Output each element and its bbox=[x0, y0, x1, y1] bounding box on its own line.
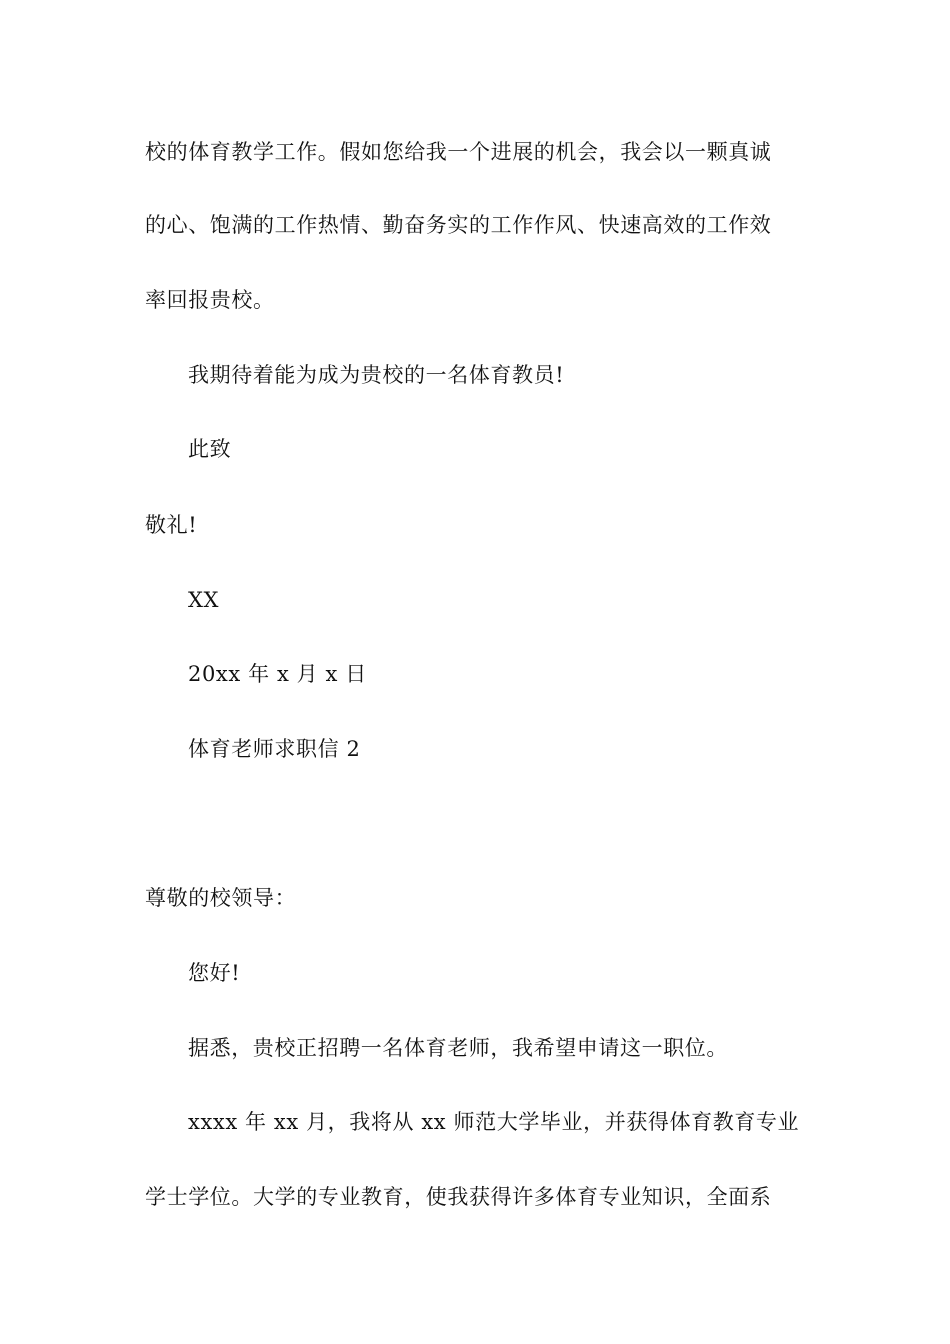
text-line: 的心、饱满的工作热情、勤奋务实的工作作风、快速高效的工作效 bbox=[145, 213, 772, 237]
text-line: 学士学位。大学的专业教育，使我获得许多体育专业知识，全面系 bbox=[145, 1185, 772, 1209]
signature-date: 20xx 年 x 月 x 日 bbox=[188, 662, 367, 686]
text-line: 率回报贵校。 bbox=[145, 288, 275, 312]
greeting-recipient: 尊敬的校领导： bbox=[145, 886, 297, 910]
closing-text: 此致 bbox=[188, 437, 232, 461]
section-title: 体育老师求职信 2 bbox=[188, 737, 361, 761]
text-line: xxxx 年 xx 月，我将从 xx 师范大学毕业，并获得体育教育专业 bbox=[188, 1110, 800, 1134]
greeting: 您好! bbox=[188, 961, 241, 985]
salutation-closing: 敬礼! bbox=[145, 513, 198, 537]
signature-name: XX bbox=[188, 588, 220, 612]
text-line: 校的体育教学工作。假如您给我一个进展的机会，我会以一颗真诚 bbox=[145, 140, 772, 164]
text-line: 据悉，贵校正招聘一名体育老师，我希望申请这一职位。 bbox=[188, 1036, 728, 1060]
text-line: 我期待着能为成为贵校的一名体育教员! bbox=[188, 363, 565, 387]
